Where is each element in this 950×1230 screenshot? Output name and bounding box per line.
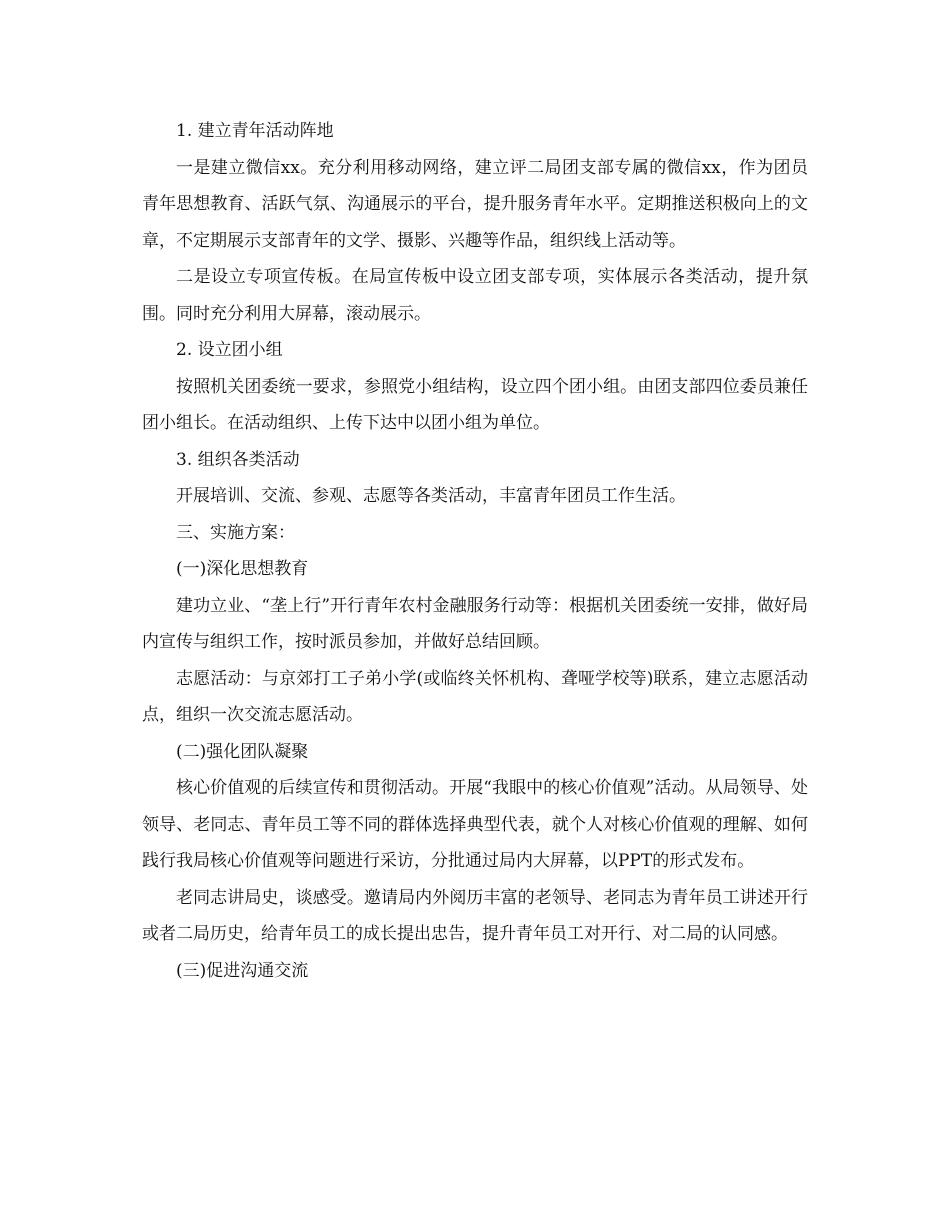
paragraph: 按照机关团委统一要求，参照党小组结构，设立四个团小组。由团支部四位委员兼任团小组长。在活动组织、上传下达中以团小组为单位。 [142,376,808,433]
paragraph: 志愿活动：与京郊打工子弟小学(或临终关怀机构、聋哑学校等)联系，建立志愿活动点，组织一次交流志愿活动。 [142,668,808,725]
paragraph: 老同志讲局史，谈感受。邀请局内外阅历丰富的老领导、老同志为青年员工讲述开行或者二局历史，给青年员工的成长提出忠告，提升青年员工对开行、对二局的认同感。 [142,887,808,944]
paragraph: 开展培训、交流、参观、志愿等各类活动，丰富青年团员工作生活。 [176,486,686,506]
heading-2: 2. 设立团小组 [176,340,283,360]
paragraph: 二是设立专项宣传板。在局宣传板中设立团支部专项，实体展示各类活动，提升氛围。同时充分利用大屏幕，滚动展示。 [142,267,808,324]
subsection-heading: (三)促进沟通交流 [176,960,309,981]
heading-1: 1. 建立青年活动阵地 [176,121,334,141]
document-body [142,113,808,989]
heading-3: 3. 组织各类活动 [176,449,300,470]
paragraph: 一是建立微信xx。充分利用移动网络，建立评二局团支部专属的微信xx，作为团员青年思想教育、活跃气氛、沟通展示的平台，提升服务青年水平。定期推送积极向上的文章，不定期展示支部青年的文学、摄影、兴趣等作品，组织线上活动等。 [142,157,808,251]
subsection-heading: (一)深化思想教育 [176,559,309,579]
section-heading: 三、实施方案： [176,522,295,543]
subsection-heading: (二)强化团队凝聚 [176,741,309,762]
paragraph: 核心价值观的后续宣传和贯彻活动。开展“我眼中的核心价值观”活动。从局领导、处领导、老同志、青年员工等不同的群体选择典型代表，就个人对核心价值观的理解、如何践行我局核心价值观等问题进行采访，分批通过局内大屏幕，以PPT的形式发布。 [142,778,808,871]
paragraph: 建功立业、“垄上行”开行青年农村金融服务行动等：根据机关团委统一安排，做好局内宣传与组织工作，按时派员参加，并做好总结回顾。 [142,595,808,652]
